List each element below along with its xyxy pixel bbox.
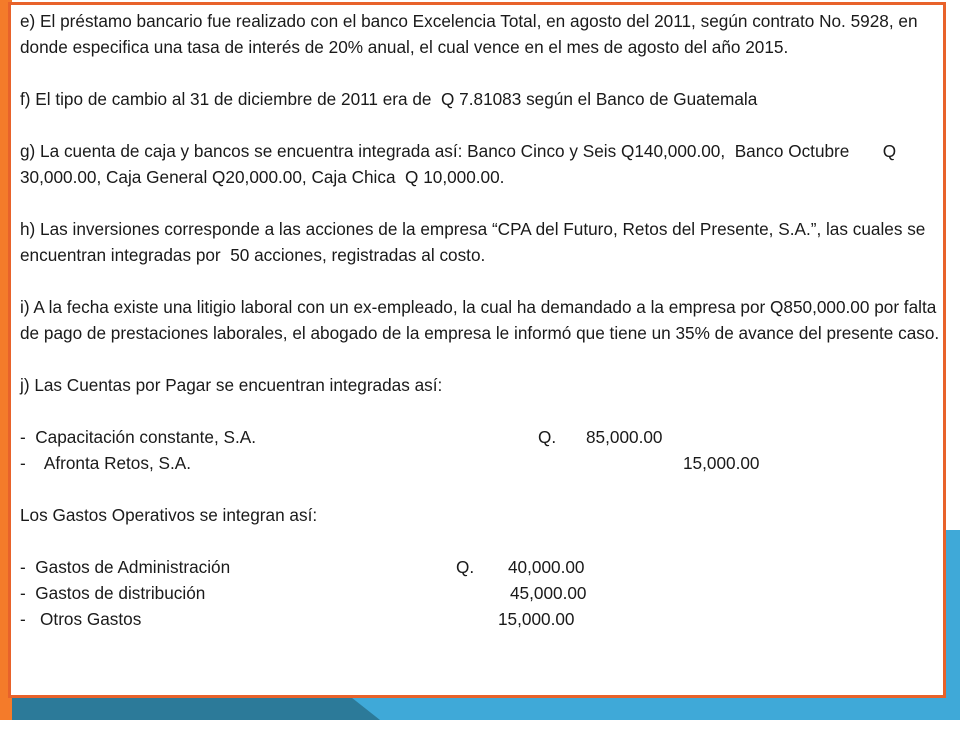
item-amount: 15,000.00	[498, 609, 575, 629]
paragraph-f: f) El tipo de cambio al 31 de diciembre de 2011 era de Q 7.81083 según el Banco de Guatemala	[20, 89, 758, 109]
item-currency: Q.	[456, 557, 475, 577]
item-amount: 85,000.00	[586, 427, 663, 447]
list-item	[20, 450, 940, 476]
item-name: - Afronta Retos, S.A.	[20, 453, 191, 473]
paragraph-j: j) Las Cuentas por Pagar se encuentran integradas así:	[20, 375, 443, 395]
slide-text-body	[20, 8, 940, 632]
paragraph-h: h) Las inversiones corresponde a las acciones de la empresa “CPA del Futuro, Retos del Presente, S.A.”, las cuales se encuentran integradas por 50 acciones, registradas al costo.	[20, 219, 931, 265]
item-name: - Otros Gastos	[20, 609, 142, 629]
operating-expenses-list	[20, 554, 940, 632]
item-name: - Gastos de Administración	[20, 557, 231, 577]
operating-expenses-title: Los Gastos Operativos se integran así:	[20, 505, 318, 525]
accounts-payable-list	[20, 424, 940, 476]
item-amount: 45,000.00	[510, 583, 587, 603]
list-item	[20, 554, 940, 580]
item-amount: 40,000.00	[508, 557, 585, 577]
paragraph-i: i) A la fecha existe una litigio laboral con un ex-empleado, la cual ha demandado a la empresa por Q850,000.00 por falta de pago de prestaciones laborales, el abogado de la empresa le informó que tiene un 35% de avance del presente caso.	[20, 297, 942, 343]
item-amount: 15,000.00	[683, 453, 760, 473]
list-item	[20, 580, 940, 606]
list-item	[20, 424, 940, 450]
list-item	[20, 606, 940, 632]
item-currency: Q.	[538, 427, 557, 447]
item-name: - Gastos de distribución	[20, 583, 206, 603]
item-name: - Capacitación constante, S.A.	[20, 427, 256, 447]
paragraph-g: g) La cuenta de caja y bancos se encuentra integrada así: Banco Cinco y Seis Q140,000.00, Banco Octubre Q 30,000.00, Caja General Q20,000.00, Caja Chica Q 10,000.00.	[20, 141, 901, 187]
paragraph-e: e) El préstamo bancario fue realizado con el banco Excelencia Total, en agosto del 2011, según contrato No. 5928, en donde especifica una tasa de interés de 20% anual, el cual vence en el mes de agosto del año 2015.	[20, 11, 923, 57]
